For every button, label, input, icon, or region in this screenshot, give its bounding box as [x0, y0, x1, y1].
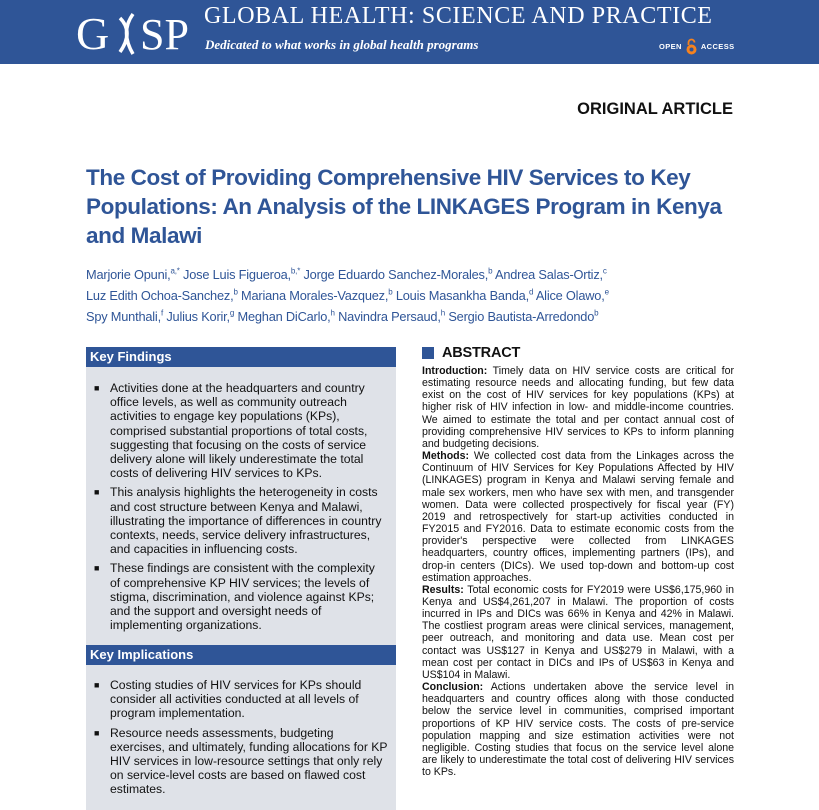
- square-icon: [422, 347, 434, 359]
- abstract-heading: [422, 345, 520, 361]
- journal-banner: [0, 0, 819, 64]
- bullet-icon: ■: [94, 727, 100, 738]
- list-item: ■ Activities done at the headquarters and country office levels, as well as community outreach activities to engage key populations (KPs), comprised substantial proportions of total costs, suggesting that focusing on the costs of service delivery alone will likely underestimate the total costs of delivering HIV services to KPs.: [94, 381, 368, 481]
- list-item: ■ Costing studies of HIV services for KPs should consider all activities conducted at all levels of program implementation.: [94, 678, 362, 721]
- ghsp-logo: [76, 4, 196, 60]
- author: Mariana Morales-Vazquez,$^b$: [237, 287, 393, 304]
- bullet-icon: ■: [94, 487, 100, 498]
- author: Alice Olawo,$^e$: [533, 287, 609, 304]
- abstract-introduction: Introduction: Timely data on HIV service costs are critical for estimating resource needs and allocating funding, but few data exist on the cost of HIV services for key populations (KPs) at higher risk of HIV infection in low- and middle-income countries. We aimed to estimate the total and per contact annual cost of providing comprehensive HIV services to KPs to inform planning and budgeting decisions.: [422, 365, 734, 450]
- article-title: The Cost of Providing Comprehensive HIV Services to Key Populations: An Analysis of the LINKAGES Program in Kenya and Malawi: [86, 165, 722, 248]
- key-findings-heading: Key Findings: [86, 347, 396, 367]
- list-item: ■ These findings are consistent with the complexity of comprehensive KP HIV services; the levels of stigma, discrimination, and violence against KPs; and the support and oversight needs of implementing organizations.: [94, 561, 375, 633]
- svg-text:G: G: [76, 8, 110, 59]
- access-label: ACCESS: [700, 41, 735, 51]
- author: Jose Luis Figueroa,$^{b,*}$: [179, 267, 301, 283]
- abstract-results: Results: Total economic costs for FY2019 were US$6,175,960 in Kenya and US$4,261,207 in Malawi. The proportion of costs incurred in IPs and DICs was 66% in Kenya and 42% in Malawi. The costliest program areas were clinical services, management, peer outreach, and monitoring and data use. Mean cost per contact was US$127 in Kenya and US$279 in Malawi, with a mean cost per contact in DICs and IPs of US$63 in Kenya and US$104 in Malawi.: [422, 583, 734, 681]
- bullet-icon: ■: [94, 563, 100, 574]
- author: Navindra Persaud,$^h$: [334, 308, 445, 324]
- author: Spy Munthali,$^f$: [86, 308, 163, 324]
- open-access-badge: [659, 36, 735, 56]
- author: Andrea Salas-Ortiz,$^c$: [492, 267, 607, 283]
- bullet-icon: ■: [94, 680, 100, 690]
- key-implications-heading: Key Implications: [86, 645, 396, 665]
- abstract-title: ABSTRACT: [442, 345, 521, 361]
- list-item: ■ Resource needs assessments, budgeting exercises, and ultimately, funding allocations for KP HIV services in low-resource settings that only rely on service-level costs are based on flawed cost estimates.: [94, 725, 388, 797]
- key-findings-list: [92, 381, 388, 637]
- key-implications-list: [92, 678, 388, 802]
- author: Luz Edith Ochoa-Sanchez,$^b$: [86, 287, 238, 304]
- abstract-conclusion: Conclusion: Actions undertaken above the service level in headquarters and country offices along with those conducted below the service level in communities, comprised important proportions of KP HIV service costs. The costs of pre-service population mapping and size estimation activities were not negligible. Costing studies that focus on the service level alone are likely to underestimate the total cost of delivering HIV services to KPs.: [422, 681, 734, 779]
- list-item: ■ This analysis highlights the heterogeneity in costs and cost structure between Kenya and Malawi, illustrating the importance of differences in country contexts, needs, service delivery infrastructures, and capacities in influencing costs.: [94, 485, 382, 557]
- open-label: OPEN: [659, 41, 682, 51]
- author: Jorge Eduardo Sanchez-Morales,$^b$: [300, 267, 493, 283]
- abstract-body: [422, 365, 734, 778]
- bullet-icon: ■: [94, 383, 100, 393]
- journal-tagline: Dedicated to what works in global health programs: [205, 37, 479, 52]
- author: Louis Masankha Banda,$^d$: [392, 287, 534, 304]
- svg-text:SP: SP: [140, 10, 189, 59]
- journal-name: GLOBAL HEALTH: SCIENCE AND PRACTICE: [204, 3, 713, 29]
- author: Julius Korir,$^g$: [162, 308, 235, 324]
- author-list: [86, 263, 746, 325]
- open-access-lock-icon: [685, 38, 698, 55]
- author: Marjorie Opuni,$^{a,*}$: [86, 267, 180, 283]
- article-type: ORIGINAL ARTICLE: [577, 100, 733, 118]
- author: Sergio Bautista-Arredondo$^b$: [444, 308, 599, 324]
- abstract-methods: Methods: We collected cost data from the Linkages across the Continuum of HIV Services for Key Populations Affected by HIV (LINKAGES) program in Kenya and Malawi serving female and male sex workers, men who have sex with men, and transgender women. Data were collected prospectively for fiscal year (FY) 2019 and retrospectively for start-up activities conducted in FY2015 and FY2016. Data to estimate economic costs from the provider's perspective were collected from LINKAGES headquarters, country offices, implementing partners (IPs), and drop-in centers (DICs). We used top-down and bottom-up cost estimation approaches.: [422, 450, 734, 584]
- author: Meghan DiCarlo,$^h$: [234, 308, 335, 324]
